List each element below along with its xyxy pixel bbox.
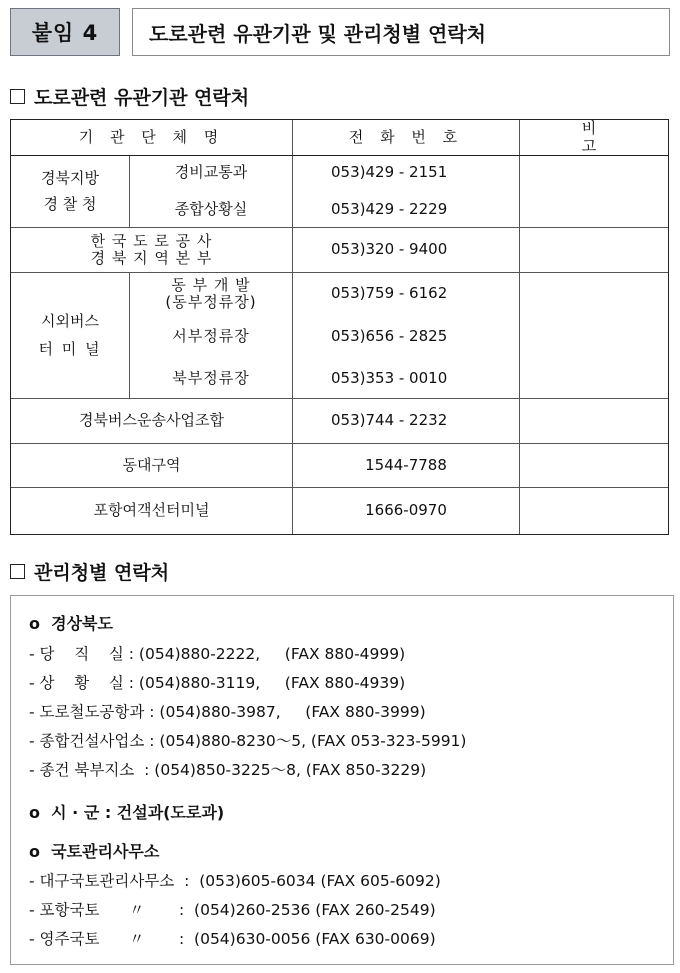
document-title: 도로관련 유관기관 및 관리청별 연락처 bbox=[132, 8, 670, 56]
group-title: 국토관리사무소 bbox=[51, 842, 160, 861]
phone-number: 053)744 - 2232 bbox=[331, 411, 448, 430]
header-phone: 전 화 번 호 bbox=[348, 127, 464, 146]
dept-name-line: 동 부 개 발 bbox=[171, 275, 251, 294]
contact-line: - 상 황 실 : (054)880-3119, (FAX 880-4939) bbox=[29, 674, 406, 692]
section-title-authorities bbox=[10, 558, 169, 585]
agency-contact-table bbox=[10, 119, 669, 535]
phone-number: 053)429 - 2151 bbox=[331, 162, 448, 181]
agency-name-line: 시외버스 bbox=[41, 312, 99, 331]
section-title-related-agencies bbox=[10, 83, 249, 110]
section-title-text: 관리청별 연락처 bbox=[34, 562, 170, 584]
agency-pohang-ferry-terminal: 포항여객선터미널 bbox=[93, 501, 210, 520]
agency-dongdaegu-station: 동대구역 bbox=[122, 455, 181, 474]
contact-group-heading bbox=[29, 839, 159, 862]
phone-number: 053)656 - 2825 bbox=[331, 327, 448, 346]
phone-number: 1544-7788 bbox=[365, 455, 447, 474]
agency-name-line: 경 찰 청 bbox=[43, 195, 97, 213]
agency-police bbox=[11, 156, 129, 227]
group-title: 시 · 군 : 건설과(도로과) bbox=[51, 803, 225, 822]
phone-number: 053)759 - 6162 bbox=[331, 284, 448, 303]
contact-line: - 도로철도공항과 : (054)880-3987, (FAX 880-3999) bbox=[29, 703, 426, 721]
header-remarks: 비 고 bbox=[581, 119, 637, 155]
contact-line: - 당 직 실 : (054)880-2222, (FAX 880-4999) bbox=[29, 645, 406, 663]
checkbox-square-icon bbox=[10, 564, 25, 579]
dept-name-line: (동부정류장) bbox=[165, 293, 257, 311]
document-header bbox=[10, 8, 670, 56]
header-agency: 기 관 단 체 명 bbox=[78, 127, 225, 146]
phone-number: 053)353 - 0010 bbox=[331, 369, 448, 388]
authority-contacts-box bbox=[10, 595, 674, 965]
attachment-badge: 붙임 4 bbox=[10, 8, 120, 56]
bullet-icon: o bbox=[29, 803, 40, 822]
bullet-icon: o bbox=[29, 614, 40, 633]
group-title: 경상북도 bbox=[51, 614, 113, 633]
agency-name-line: 한 국 도 로 공 사 bbox=[90, 231, 213, 250]
contact-line: - 영주국토 〃 : (054)630-0056 (FAX 630-0069) bbox=[29, 930, 436, 948]
agency-name-line: 경 북 지 역 본 부 bbox=[90, 249, 213, 267]
phone-number: 1666-0970 bbox=[365, 501, 447, 520]
dept-name: 종합상황실 bbox=[174, 199, 248, 218]
phone-number: 053)429 - 2229 bbox=[331, 199, 448, 218]
contact-line: - 종합건설사업소 : (054)880-8230～5, (FAX 053-323-5991) bbox=[29, 732, 467, 750]
bullet-icon: o bbox=[29, 842, 40, 861]
contact-line: - 포항국토 〃 : (054)260-2536 (FAX 260-2549) bbox=[29, 901, 436, 919]
contact-group-heading bbox=[29, 800, 224, 823]
agency-bus-union: 경북버스운송사업조합 bbox=[79, 411, 224, 430]
dept-name: 서부정류장 bbox=[172, 327, 250, 346]
checkbox-square-icon bbox=[10, 89, 25, 104]
dept-name: 경비교통과 bbox=[174, 162, 248, 181]
section-title-text: 도로관련 유관기관 연락처 bbox=[34, 87, 250, 109]
agency-bus-terminal bbox=[11, 273, 129, 398]
dept-name bbox=[130, 273, 292, 315]
table-divider bbox=[519, 120, 520, 534]
agency-highway bbox=[11, 228, 292, 272]
agency-name-line: 경북지방 bbox=[41, 168, 99, 187]
dept-name: 북부정류장 bbox=[172, 369, 250, 388]
contact-group-heading bbox=[29, 611, 113, 634]
agency-name-line: 터 미 널 bbox=[38, 339, 102, 358]
contact-line: - 대구국토관리사무소 : (053)605-6034 (FAX 605-6092) bbox=[29, 872, 441, 890]
contact-line: - 종건 북부지소 : (054)850-3225～8, (FAX 850-3229) bbox=[29, 761, 427, 779]
phone-number: 053)320 - 9400 bbox=[331, 240, 448, 259]
